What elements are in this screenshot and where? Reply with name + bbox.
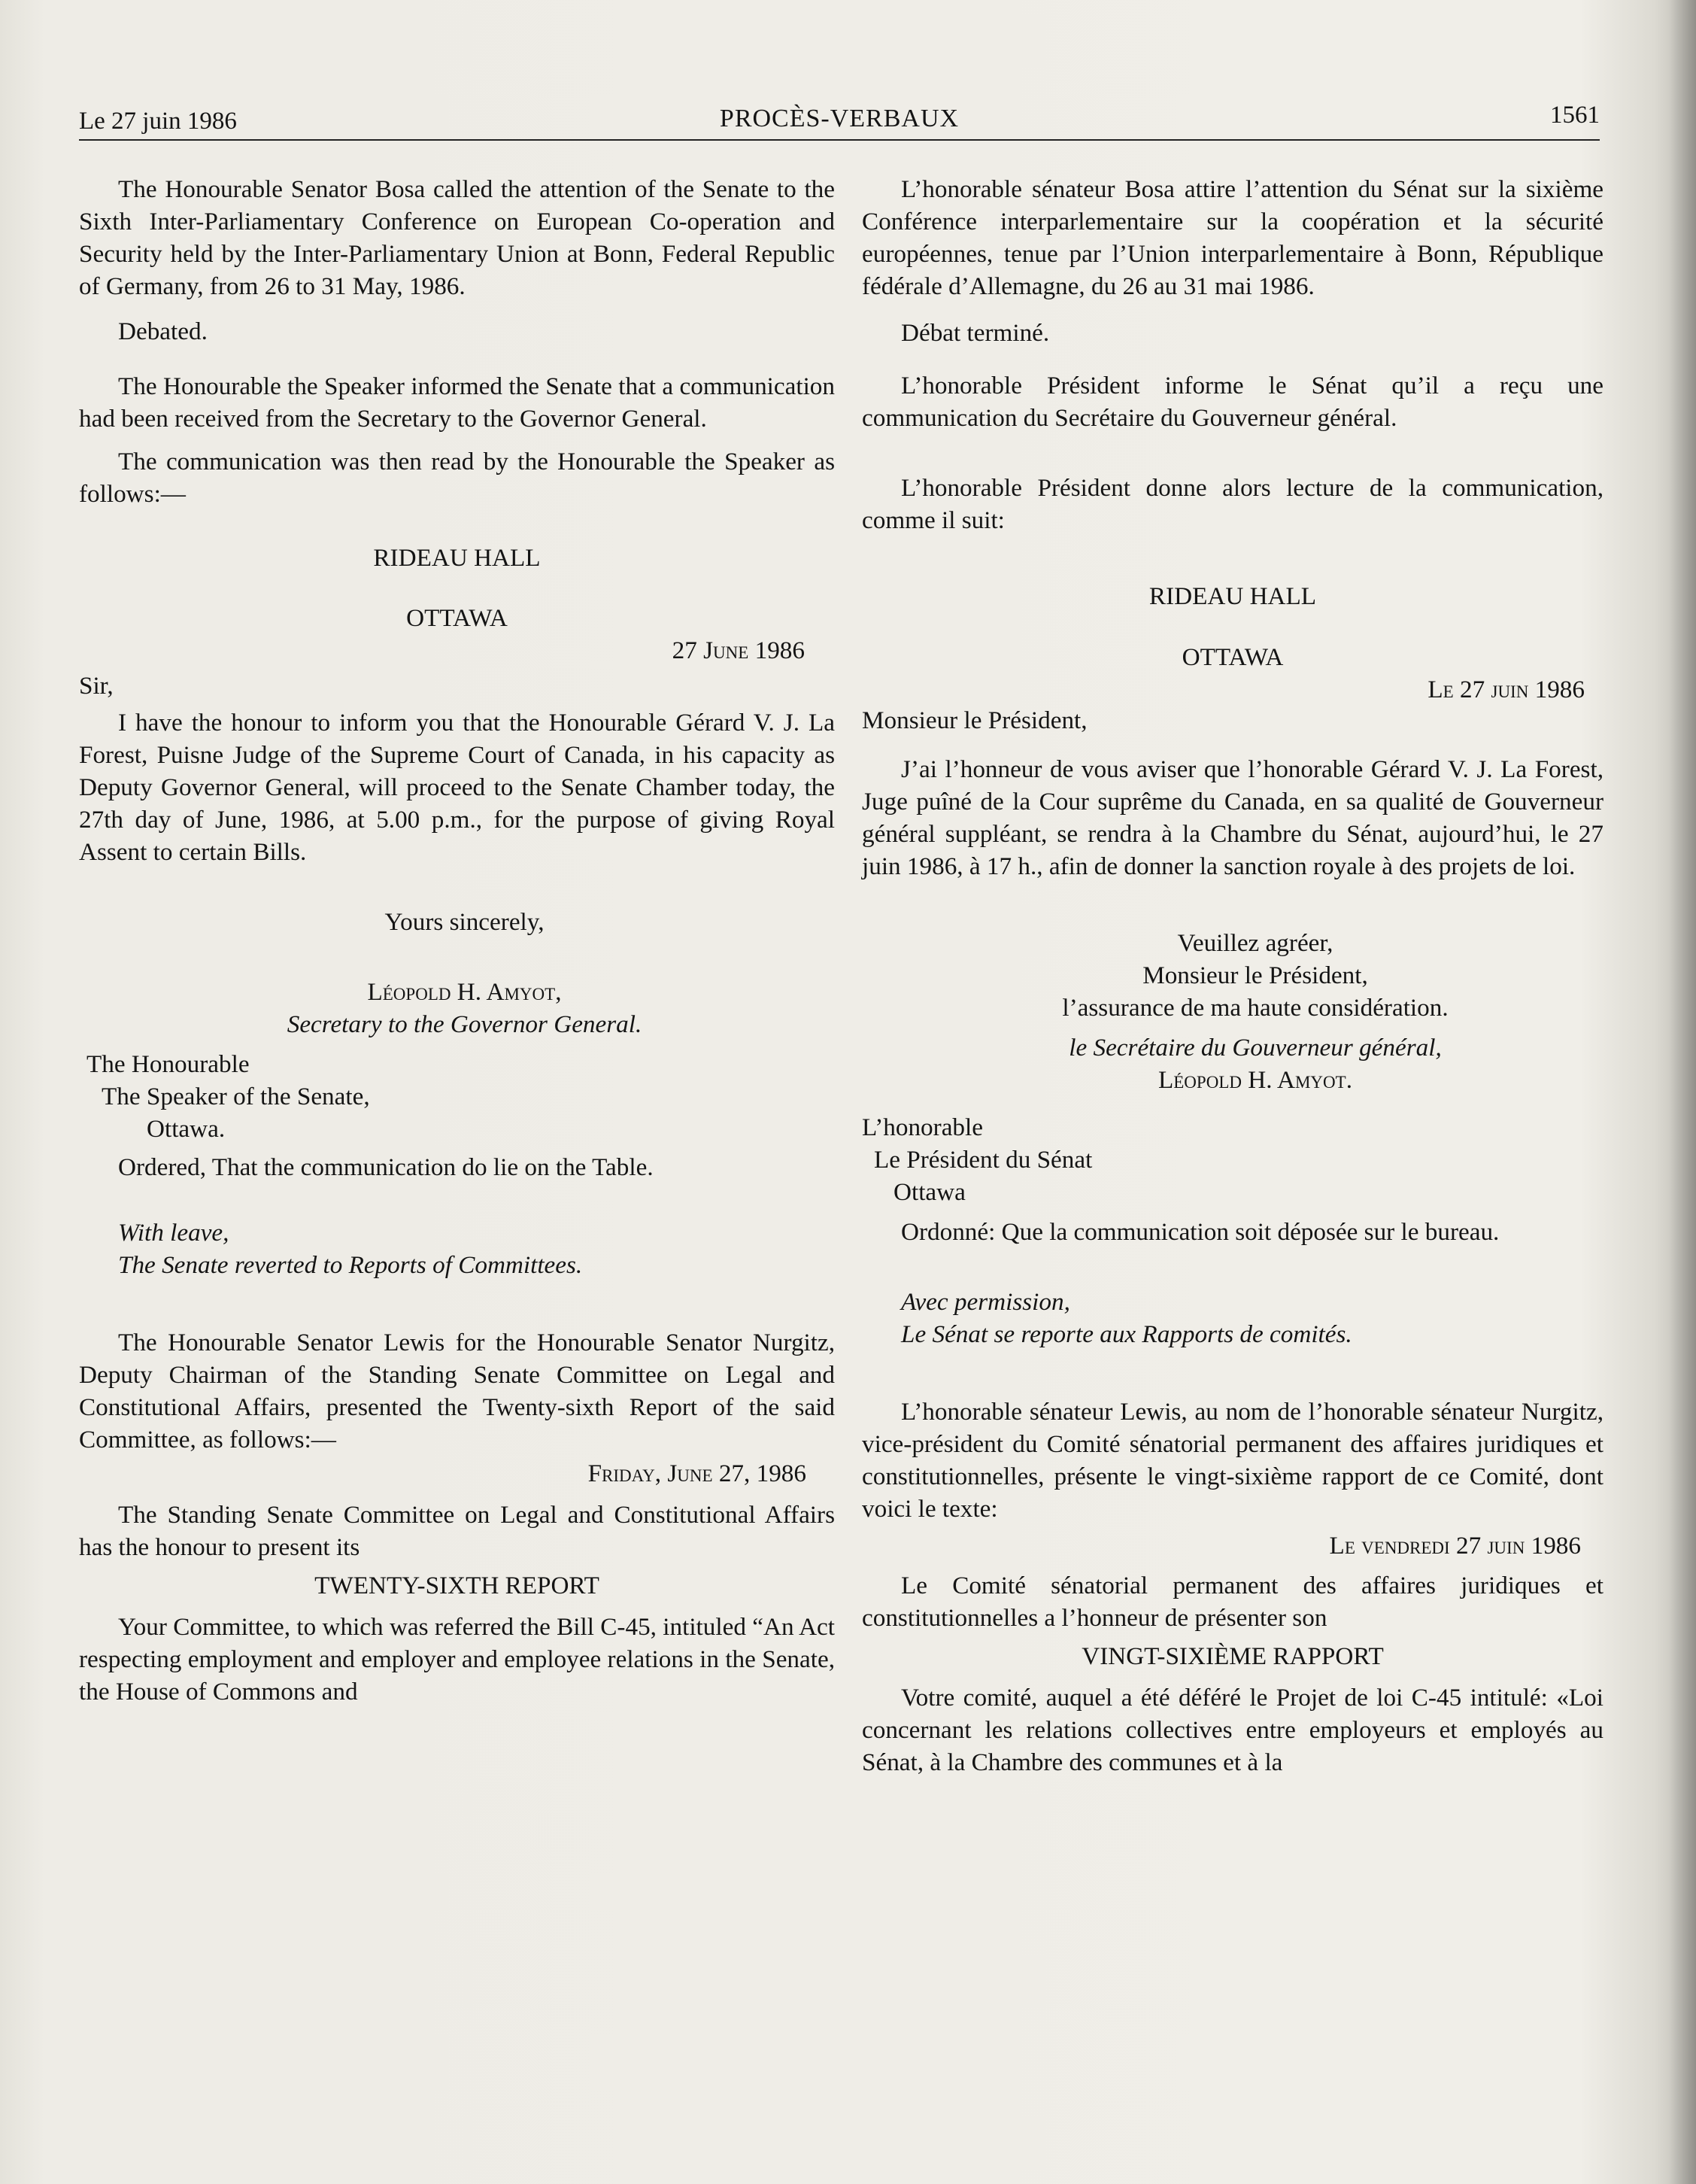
ordered-line-fr: Ordonné: Que la communication soit déposée sur le bureau. [901, 1218, 1500, 1246]
page-header [79, 102, 1600, 141]
communication-read-paragraph-fr: L’honorable Président donne alors lecture de la communication, comme il suit: [862, 474, 1603, 534]
ottawa-heading: OTTAWA [406, 604, 508, 632]
speaker-informed-paragraph: The Honourable the Speaker informed the Senate that a communication had been received from the Secretary to the Governor General. [79, 372, 835, 433]
page-number: 1561 [1550, 102, 1600, 129]
report-title-fr: VINGT-SIXIÈME RAPPORT [1082, 1642, 1384, 1670]
letter-salutation: Sir, [79, 672, 114, 700]
your-committee-paragraph-fr: Votre comité, auquel a été déféré le Projet de loi C-45 intitulé: «Loi concernant les relations collectives entre employeurs et employés au Sénat, à la Chambre des communes et à la [862, 1684, 1603, 1776]
english-column [79, 173, 835, 1708]
letter-body: I have the honour to inform you that the Honourable Gérard V. J. La Forest, Puisne Judge of the Supreme Court of Canada, in his capacity as Deputy Governor General, will proceed to the Senate Chamber today, the 27th day of June, 1986, at 5.00 p.m., for the purpose of giving Royal Assent to certain Bills. [79, 709, 835, 866]
letter-closing-1-fr: Veuillez agréer, [1177, 929, 1333, 957]
rideau-hall-heading-fr: RIDEAU HALL [1148, 582, 1317, 610]
address-line-3-fr: Ottawa [894, 1178, 966, 1206]
page-edge-shadow [1669, 0, 1696, 2184]
with-leave-line: With leave, [118, 1219, 229, 1247]
address-line-2: The Speaker of the Senate, [102, 1083, 370, 1110]
address-line-3: Ottawa. [147, 1115, 226, 1143]
report-date-fr: Le vendredi 27 juin 1986 [1329, 1532, 1581, 1560]
ordered-line: Ordered, That the communication do lie on the Table. [118, 1153, 654, 1181]
report-title: TWENTY-SIXTH REPORT [314, 1572, 599, 1599]
header-title: PROCÈS-VERBAUX [719, 105, 960, 132]
your-committee-paragraph: Your Committee, to which was referred the Bill C-45, intituled “An Act respecting employment and employer and employee relations in the Senate, the House of Commons and [79, 1613, 835, 1706]
letter-signer-title-fr: le Secrétaire du Gouverneur général, [1069, 1034, 1442, 1062]
speaker-informed-paragraph-fr: L’honorable Président informe le Sénat qu’il a reçu une communication du Secrétaire du Gouverneur général. [862, 372, 1603, 432]
bosa-paragraph: The Honourable Senator Bosa called the attention of the Senate to the Sixth Inter-Parliamentary Conference on European Co-operation and Security held by the Inter-Parliamentary Union at Bonn, Federal Republic of Germany, from 26 to 31 May, 1986. [79, 175, 835, 300]
debated-line: Debated. [118, 317, 208, 345]
committee-present-paragraph-fr: Le Comité sénatorial permanent des affaires juridiques et constitutionnelles a l’honneur de présenter son [862, 1572, 1603, 1632]
ottawa-heading-fr: OTTAWA [1182, 643, 1284, 671]
address-line-2-fr: Le Président du Sénat [874, 1146, 1093, 1174]
letter-signer-fr: Léopold H. Amyot. [1157, 1066, 1352, 1094]
reverted-line-fr: Le Sénat se reporte aux Rapports de comités. [901, 1320, 1352, 1348]
letter-signer-title: Secretary to the Governor General. [287, 1010, 642, 1038]
letter-date-fr: Le 27 juin 1986 [1427, 676, 1585, 703]
bosa-paragraph-fr: L’honorable sénateur Bosa attire l’attention du Sénat sur la sixième Conférence interparlementaire sur la coopération et la sécurité européennes, tenue par l’Union interparlementaire à Bonn, République fédérale d’Allemagne, du 26 au 31 mai 1986. [862, 175, 1603, 300]
letter-signer: Léopold H. Amyot, [367, 978, 562, 1006]
address-line-1: The Honourable [86, 1050, 250, 1078]
address-line-1-fr: L’honorable [862, 1113, 983, 1141]
letter-closing-3-fr: l’assurance de ma haute considération. [1062, 994, 1449, 1022]
lewis-paragraph-fr: L’honorable sénateur Lewis, au nom de l’honorable sénateur Nurgitz, vice-président du Comité sénatorial permanent des affaires juridiques et constitutionnelles, présente le vingt-sixième rapport de ce Comité, dont voici le texte: [862, 1398, 1603, 1523]
debated-line-fr: Débat terminé. [901, 319, 1050, 347]
letter-salutation-fr: Monsieur le Président, [862, 706, 1088, 734]
letter-closing-2-fr: Monsieur le Président, [1142, 961, 1368, 989]
reverted-line: The Senate reverted to Reports of Committees. [118, 1251, 583, 1279]
rideau-hall-heading: RIDEAU HALL [373, 544, 541, 572]
report-date: Friday, June 27, 1986 [587, 1460, 806, 1487]
with-leave-line-fr: Avec permission, [901, 1288, 1070, 1316]
letter-closing: Yours sincerely, [384, 908, 545, 936]
letter-date: 27 June 1986 [672, 636, 805, 664]
committee-present-paragraph: The Standing Senate Committee on Legal and Constitutional Affairs has the honour to present its [79, 1501, 835, 1561]
header-date: Le 27 juin 1986 [79, 108, 237, 135]
letter-body-fr: J’ai l’honneur de vous aviser que l’honorable Gérard V. J. La Forest, Juge puîné de la Cour suprême du Canada, en sa qualité de Gouverneur général suppléant, se rendra à la Chambre du Sénat, aujourd’hui, le 27 juin 1986, à 17 h., afin de donner la sanction royale à des projets de loi. [862, 755, 1603, 880]
lewis-paragraph: The Honourable Senator Lewis for the Honourable Senator Nurgitz, Deputy Chairman of the Standing Senate Committee on Legal and Constitutional Affairs, presented the Twenty-sixth Report of the said Committee, as follows:— [79, 1329, 835, 1453]
communication-read-paragraph: The communication was then read by the Honourable the Speaker as follows:— [79, 448, 835, 508]
french-column [862, 173, 1603, 1778]
